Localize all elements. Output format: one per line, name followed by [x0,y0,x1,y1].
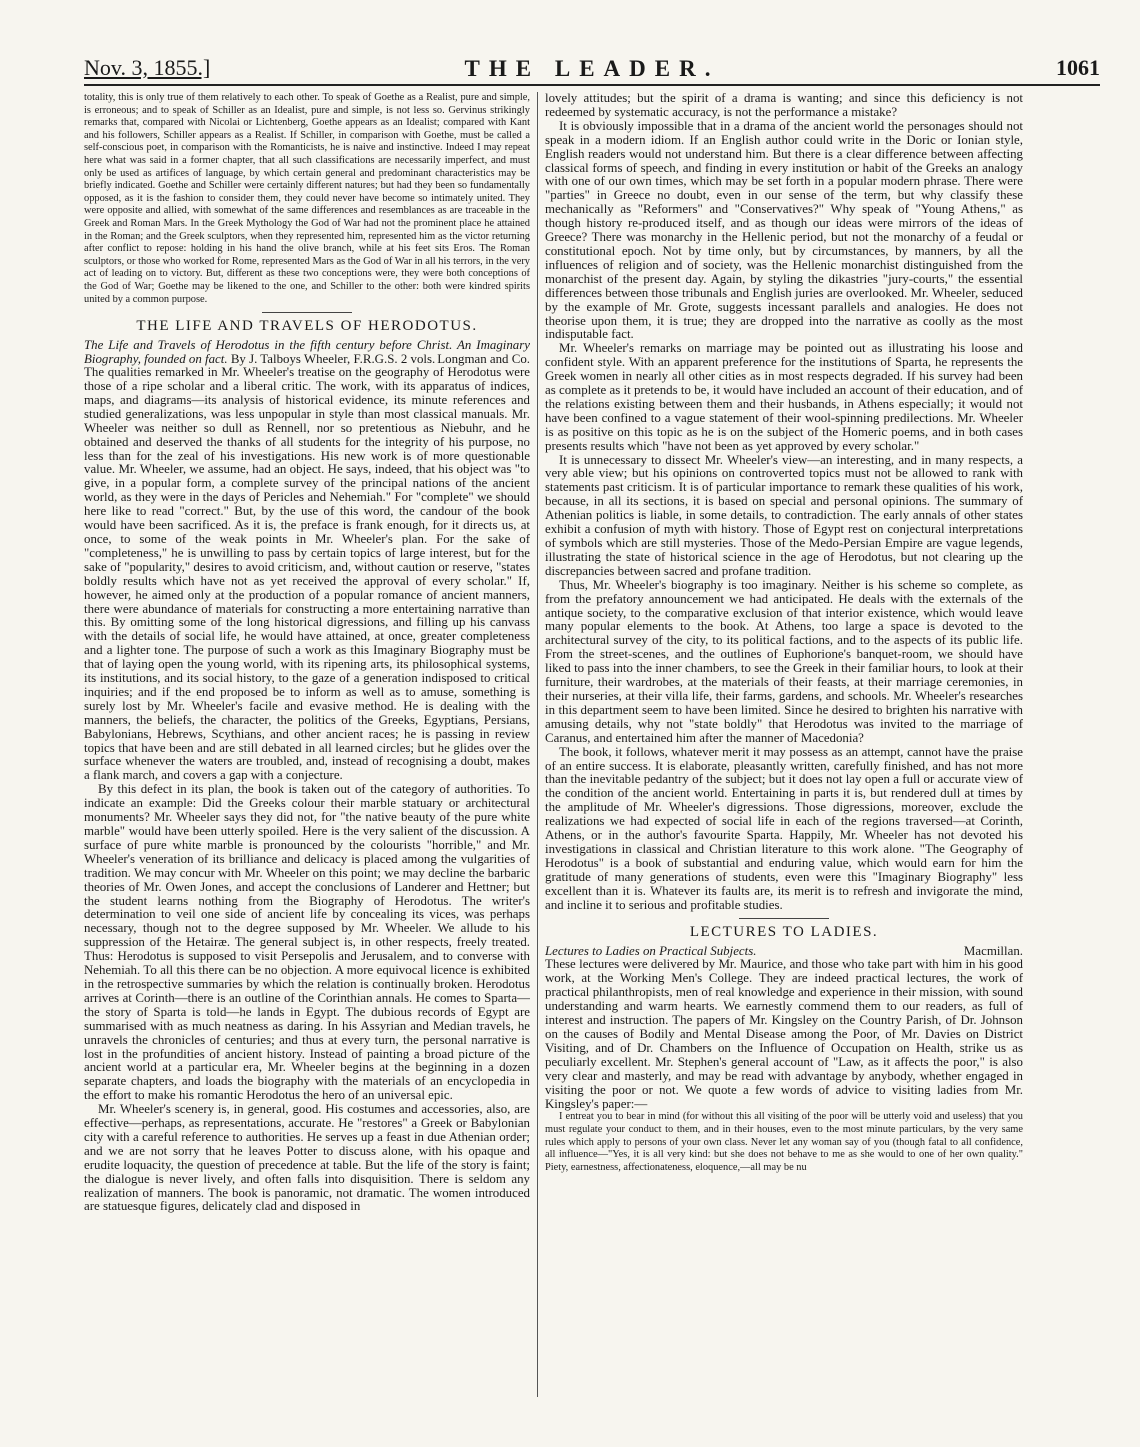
herodotus-book-author: By J. Talboys Wheeler, F.R.G.S. 2 vols. [230,352,436,367]
herodotus-paragraph: The qualities remarked in Mr. Wheeler's treatise on the geography of Herodotus were those of a ripe scholar and a liberal critic. The work, with its apparatus of indices, maps, and diagrams—its analysis of historical evidence, its minute references and studied generalizations, was less unpopular in style than most classical manuals. Mr. Wheeler was neither so dull as Rennell, nor so pretentious as Niebuhr, and he obtained and deserved the thanks of all students for the integrity of his purpose, no less than for the zeal of his investigations. His new work is of more questionable value. Mr. Wheeler, we assume, had an object. He says, indeed, that his object was "to give, in a popular form, a complete survey of the principal nations of the ancient world, as they were in the days of Pericles and Nehemiah." For "complete" we should here like to read "correct." But, by the use of this word, the candour of the book would have been sacrificed. As it is, the preface is frank enough, for it directs us, at once, to some of the weak points in Mr. Wheeler's plan. For the sake of "completeness," he is unwilling to pass by certain topics of large interest, but for the sake of "popularity," desires to avoid criticism, and, without caution or reserve, "states boldly results which have not as yet received the approval of every scholar." If, however, he aimed only at the production of a popular romance of ancient manners, there were abundance of materials for constructing a more entertaining narrative than this. By omitting some of the long historical digressions, and filling up his canvass with the details of social life, he would have attained, at once, greater completeness and a lighter tone. The purpose of such a work as this Imaginary Biography must be that of laying open the young world, with its ripening arts, its philosophical systems, its institutions, and its social history, to the gaze of a generation indisposed to critical inquiries; and if the end proposed be to inform as well as to amuse, something is surely lost by Mr. Wheeler's facile and evasive method. He is dealing with the manners, the beliefs, the character, the politics of the Greeks, Egyptians, Persians, Babylonians, Hebrews, Scythians, and other ancient races; he is passing in review topics that have been and are still debated in all learned circles; but he glides over the surface whenever the waters are troubled, and, instead of recognising a doubt, makes a flank march, and covers a gap with a conjecture. [84,365,530,783]
masthead [84,50,1100,86]
lectures-heading: LECTURES TO LADIES. [689,924,879,941]
kingsley-quote: I entreat you to bear in mind (for without this all visiting of the poor will be utterly void and useless) that you must regulate your conduct to them, and in their houses, even to the most minute particulars, by the very same rules which apply to persons of your own class. Never let any woman say of you (though fatal to all confidence, all influence—"Yes, it is all very kind: but she does not behave to me as she would to one of her own quality." Piety, earnestness, affectionateness, eloquence,—all may be nu [545,1111,1023,1173]
herodotus-continued-paragraph: It is obviously impossible that in a drama of the ancient world the personages should not speak in a modern idiom. If an English author could write in the Doric or Ionian style, English readers would not understand him. But there is a clear difference between affecting classical forms of speech, and finding in every institution or habit of the Greeks an analogy with one of our own times, which may be set forth in a popular modern phrase. There were "parties" in Greece no doubt, even in our sense of the term, but why classify these mechanically as "Reformers" and "Conservatives?" Why speak of "Young Athens," as though history re-produced itself, and as though our ideas were mirrors of the ideas of Greece? There was monarchy in the Hellenic period, but not the monarchy of a feudal or constitutional epoch. Not by time only, but by circumstances, by manners, by all the influences of religion and of society, was the Hellenic monarchist distinguished from the monarchist of the present day. Again, by styling the dikastries "jury-courts," the essential differences between those tribunals and English juries are overlooked. Mr. Wheeler, seduced by the example of Mr. Grote, suggests incessant parallels and analogies. He does not theorise upon them, it is true; they are dropped into the narrative as coolly as the most indisputable fact. [545,118,1023,342]
lectures-paragraph: These lectures were delivered by Mr. Maurice, and those who take part with him in his good work, at the Working Men's College. They are indeed practical lectures, the work of practical philanthropists, men of real knowledge and experience in their mission, with sound understanding and warm hearts. We earnestly commend them to our readers, as full of interest and instruction. The papers of Mr. Kingsley on the Country Parish, of Dr. Johnson on the causes of Bodily and Mental Disease among the Poor, of Mr. Davies on District Visiting, and of Dr. Chambers on the Influence of Occupation on Health, strike us as peculiarly excellent. Mr. Stephen's general account of "Law, as it affects the poor," is also very clear and masterly, and may be read with advantage by anybody, whether engaged in visiting the poor or not. We quote a few words of advice to visiting ladies from Mr. Kingsley's paper:— [545,957,1023,1111]
herodotus-paragraph: By this defect in its plan, the book is taken out of the category of authorities. To indicate an example: Did the Greeks colour their marble statuary or architectural monuments? Mr. Wheeler says they did not, for "the native beauty of the pure white marble" would have been utterly spoiled. Here is the very salient of the discussion. A surface of pure white marble is pronounced by the colourists "horrible," and Mr. Wheeler's veneration of its brilliance and delicacy is placed among the vulgarities of tradition. We may concur with Mr. Wheeler on this point; we may decline the barbaric theories of Mr. Owen Jones, and accept the conclusions of Landerer and Hettner; but the student learns nothing from the Biography of Herodotus. The writer's determination to veil one side of ancient life by concealing its vices, was perhaps necessary, though not to the degree supposed by Mr. Wheeler. We allude to his suppression of the Hetairæ. The general subject is, in other respects, freely treated. Thus: Herodotus is supposed to visit Persepolis and Jerusalem, and to converse with Nehemiah. To all this there can be no objection. A more equivocal licence is exhibited in the retrospective summaries by which the relation is continually broken. Herodotus arrives at Corinth—there is an outline of the Corinthian annals. He comes to Sparta—the story of Sparta is told—he lands in Egypt. The dubious records of Egypt are summarised with as much neatness as daring. In his Assyrian and Median travels, he unravels the chronicles of centuries; and thus at every turn, the personal narrative is lost in the profundities of ancient history. Instead of painting a broad picture of the ancient world at a particular era, Mr. Wheeler begins at the beginning in a dozen separate chapters, and loads the biography with the materials of an encyclopedia in the effort to make his romantic Herodotus the hero of an universal epic. [84,782,530,1103]
lectures-book-info [545,944,1023,958]
section-divider [739,918,829,919]
herodotus-paragraph: Mr. Wheeler's scenery is, in general, good. His costumes and accessories, also, are effective—perhaps, as representations, accurate. He "restores" a Greek or Babylonian city with a careful reference to authorities. He serves up a feast in due Athenian order; and we are not sorry that he leaves Potter to discuss alone, with his opaque and erudite loquacity, the question of precedence at table. But the life of the story is faint; the dialogue is never lively, and often falls into disquisition. There is seldom any realization of manners. The book is panoramic, not dramatic. The women introduced are statuesque figures, delicately clad and disposed in [84,1102,530,1214]
lectures-book-title: Lectures to Ladies on Practical Subjects. [545,944,757,959]
right-column [545,92,1023,1397]
herodotus-book-info [84,338,530,366]
section-divider [262,312,352,313]
goethe-schiller-paragraph: totality, this is only true of them relatively to each other. To speak of Goethe as a Realist, pure and simple, is erroneous; and to speak of Schiller as an Idealist, pure and simple, is not less so. Gervinus strikingly remarks that, compared with Nicolai or Lichtenberg, Goethe appears as an Idealist; compared with Kant and his followers, Schiller appears as a Realist. If Schiller, in comparison with Goethe, must be called a self-conscious poet, in comparison with the Romanticists, he is naive and instinctive. Indeed I may repeat here what was said in a former chapter, that all such classifications are necessarily imperfect, and must only be used as artifices of language, by which certain general and predominant characteristics may be briefly indicated. Goethe and Schiller were certainly different natures; but had they been so fundamentally opposed, as it is the fashion to consider them, they could never have become so intimately united. They were opposite and allied, with somewhat of the same differences and resemblances as are traceable in the Greek and Roman Mars. In the Greek Mythology the God of War had not the prominent place he attained in the Roman; and the Greek sculptors, when they represented him, represented him as the victor returning after conflict to repose: holding in his hand the olive branch, while at his feet sits Eros. The Roman sculptors, or those who worked for Rome, represented Mars as the God of War in all his terrors, in the very act of leading on to victory. But, different as these two conceptions were, they were both conceptions of the God of War; Goethe may be likened to the one, and Schiller to the other: both were kindred spirits united by a common purpose. [84,92,530,305]
lectures-book-publisher: Macmillan. [963,944,1023,959]
herodotus-continued-paragraph: lovely attitudes; but the spirit of a drama is wanting; and since this deficiency is not redeemed by systematic accuracy, is not the performance a mistake? [545,92,1023,119]
newspaper-title: THE LEADER. [464,56,720,81]
herodotus-book-title: The Life and Travels of Herodotus in the fifth century before Christ. An Imaginary Biography, founded on fact. [84,338,530,367]
column-rule [537,92,538,1397]
herodotus-continued-paragraph: Thus, Mr. Wheeler's biography is too imaginary. Neither is his scheme so complete, as from the prefatory announcement we had anticipated. He deals with the externals of the antique society, to the comparative exclusion of that interior existence, which would leave many popular elements to the book. At Athens, too large a space is devoted to the architectural survey of the city, to its political factions, and to the aspects of its public life. From the street-scenes, and the outlines of Euphorione's banquet-room, we should have liked to pass into the inner chambers, to see the Greek in their familiar hours, to look at their furniture, their wardrobes, at the materials of their feasts, at their marriage ceremonies, in their nurseries, at their villa life, their farms, gardens, and schools. Mr. Wheeler's researches in this department seem to have been limited. Since he desired to brighten his narrative with amusing details, why not "state boldly" that Herodotus was invited to the marriage of Caranus, and entertained him after the manner of Macedonia? [545,577,1023,745]
page-number: 1061 [1056,55,1100,80]
issue-date: Nov. 3, 1855.] [84,55,211,80]
herodotus-continued-paragraph: Mr. Wheeler's remarks on marriage may be pointed out as illustrating his loose and confident style. With an apparent preference for the institutions of Sparta, he represents the Greek women in nearly all other cities as in most respects degraded. If his survey had been as complete as it pretends to be, it would have included an account of their education, and of the relations existing between them and their husbands, in Athens especially; it would not have been confined to a vague statement of their wool-spinning predilections. Mr. Wheeler is as positive on this topic as he is on the subject of the Homeric poems, and in both cases presents results which "have not been as yet approved by every scholar." [545,341,1023,453]
herodotus-heading: THE LIFE AND TRAVELS OF HERODOTUS. [136,318,478,335]
herodotus-continued-paragraph: It is unnecessary to dissect Mr. Wheeler's view—an interesting, and in many respects, a very able view; but his opinions on controverted topics must not be allowed to rank with statements past criticism. It is of particular importance to remark these qualities of his work, because, in all its sections, it is based on special and personal opinions. The summary of Athenian politics is liable, in some details, to contradiction. The early annals of other states exhibit a confusion of myth with history. Those of Egypt rest on conjectural interpretations of symbols which are still mysteries. Those of the Medo-Persian Empire are vague legends, illustrating the state of historical science in the age of Herodotus, but not clearing up the discrepancies between sacred and profane tradition. [545,452,1023,578]
herodotus-continued-paragraph: The book, it follows, whatever merit it may possess as an attempt, cannot have the praise of an entire success. It is elaborate, pleasantly written, carefully finished, and has not more than the inevitable pedantry of the subject; but it does not lay open a full or accurate view of the condition of the ancient world. Entertaining in parts it is, but rendered dull at times by the amplitude of Mr. Wheeler's digressions. Those digressions, moreover, exclude the realizations we had expected of social life in each of the regions traversed—at Corinth, Athens, or in the author's favourite Sparta. Happily, Mr. Wheeler has not devoted his investigations in classical and Christian literature to this work alone. "The Geography of Herodotus" is a book of substantial and enduring value, which would earn for him the gratitude of many generations of students, even were this "Imaginary Biography" less excellent than it is. Whatever its faults are, its merit is to refresh and invigorate the mind, and incline it to serious and profitable studies. [545,744,1023,912]
left-column [84,92,530,1397]
herodotus-book-publisher: Longman and Co. [437,352,530,367]
